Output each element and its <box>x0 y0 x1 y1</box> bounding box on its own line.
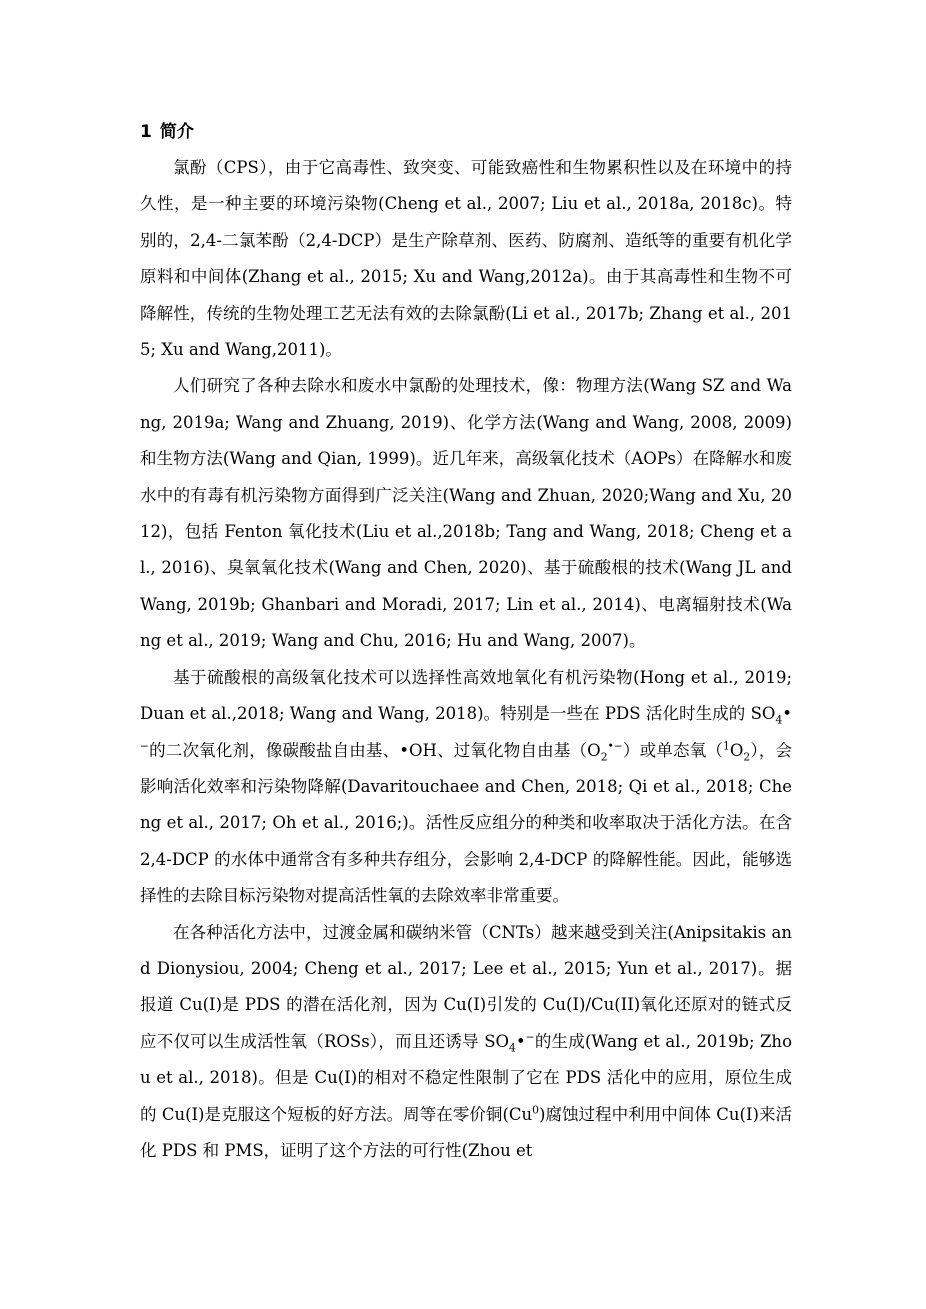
text-segment: )腐蚀过程中利用中间体 Cu(I)来活化 PDS 和 PMS，证明了这个方法的可行性(Zhou et <box>140 1104 793 1160</box>
text-segment: − <box>140 739 149 752</box>
text-segment: 1 <box>723 739 730 752</box>
text-segment: •− <box>607 739 623 752</box>
text-segment: 2 <box>600 749 608 763</box>
paragraph-3 <box>140 660 792 915</box>
text-segment: 氯酚（CPS），由于它高毒性、致突变、可能致癌性和生物累积性以及在环境中的持久性，是一种主要的环境污染物(Cheng et al., 2007; Liu et al., 2018a, 2018c)。特别的，2,4-二氯苯酚（2,4-DCP）是生产除草剂、医药、防腐剂、造纸等的重要有机化学原料和中间体(Zhang et al., 2015; Xu and Wang,2012a)。由于其高毒性和生物不可降解性，传统的生物处理工艺无法有效的去除氯酚(Li et al., 2017b; Zhang et al., 2015; Xu and Wang,2011)。 <box>140 158 792 360</box>
text-segment: 0 <box>532 1103 539 1117</box>
section-title: 简介 <box>159 122 194 142</box>
text-segment: ），会影响活化效率和污染物降解(Davaritouchaee and Chen, 2018; Qi et al., 2018; Cheng et al., 2017; Oh et al., 2016;)。活性反应组分的种类和收率取决于活化方法。在含 2,4-DCP 的水体中通常含有多种共存组分，会影响 2,4-DCP 的降解性能。因此，能够选择性的去除目标污染物对提高活性氧的去除效率非常重要。 <box>140 740 793 906</box>
paragraph-2 <box>140 368 792 659</box>
text-segment: − <box>525 1030 535 1044</box>
text-segment: 的二次氧化剂，像碳酸盐自由基、•OH、过氧化物自由基（O <box>148 740 601 760</box>
text-segment: 基于硫酸根的高级氧化技术可以选择性高效地氧化有机污染物(Hong et al., 2019; Duan et al.,2018; Wang and Wang, 2018)。特别是一些在 PDS 活化时生成的 SO <box>140 667 792 724</box>
section-heading <box>140 114 792 150</box>
document-body <box>140 114 792 1169</box>
text-segment: 的生成(Wang et al., 2019b; Zhou et al., 2018)。但是 Cu(I)的相对不稳定性限制了它在 PDS 活化中的应用，原位生成的 Cu(I)是克服这个短板的好方法。周等在零价铜(Cu <box>140 1031 792 1124</box>
text-segment: • <box>782 704 792 724</box>
text-segment: 4 <box>775 713 783 727</box>
text-segment: 4 <box>509 1041 516 1055</box>
text-segment: O <box>729 740 744 760</box>
text-segment: ）或单态氧（ <box>622 740 724 760</box>
section-number: 1 <box>140 122 152 142</box>
text-segment: 在各种活化方法中，过渡金属和碳纳米管（CNTs）越来越受到关注(Anipsitakis and Dionysiou, 2004; Cheng et al., 2017; Lee et al., 2015; Yun et al., 2017)。据报道 Cu(I)是 PDS 的潜在活化剂，因为 Cu(I)引发的 Cu(I)/Cu(II)氧化还原对的链式反应不仅可以生成活性氧（ROSs），而且还诱导 SO <box>140 922 792 1051</box>
paragraph-4 <box>140 915 792 1170</box>
text-segment: 人们研究了各种去除水和废水中氯酚的处理技术，像：物理方法(Wang SZ and Wang, 2019a; Wang and Zhuang, 2019)、化学方法(Wang and Wang, 2008, 2009)和生物方法(Wang and Qian, 1999)。近几年来，高级氧化技术（AOPs）在降解水和废水中的有毒有机污染物方面得到广泛关注(Wang and Zhuan, 2020;Wang and Xu, 2012)，包括 Fenton 氧化技术(Liu et al.,2018b; Tang and Wang, 2018; Cheng et al., 2016)、臭氧氧化技术(Wang and Chen, 2020)、基于硫酸根的技术(Wang JL and Wang, 2019b; Ghanbari and Moradi, 2017; Lin et al., 2014)、电离辐射技术(Wang et al., 2019; Wang and Chu, 2016; Hu and Wang, 2007)。 <box>140 376 792 651</box>
paragraph-1 <box>140 150 792 368</box>
text-segment: 2 <box>743 749 751 763</box>
text-segment: • <box>515 1031 526 1051</box>
